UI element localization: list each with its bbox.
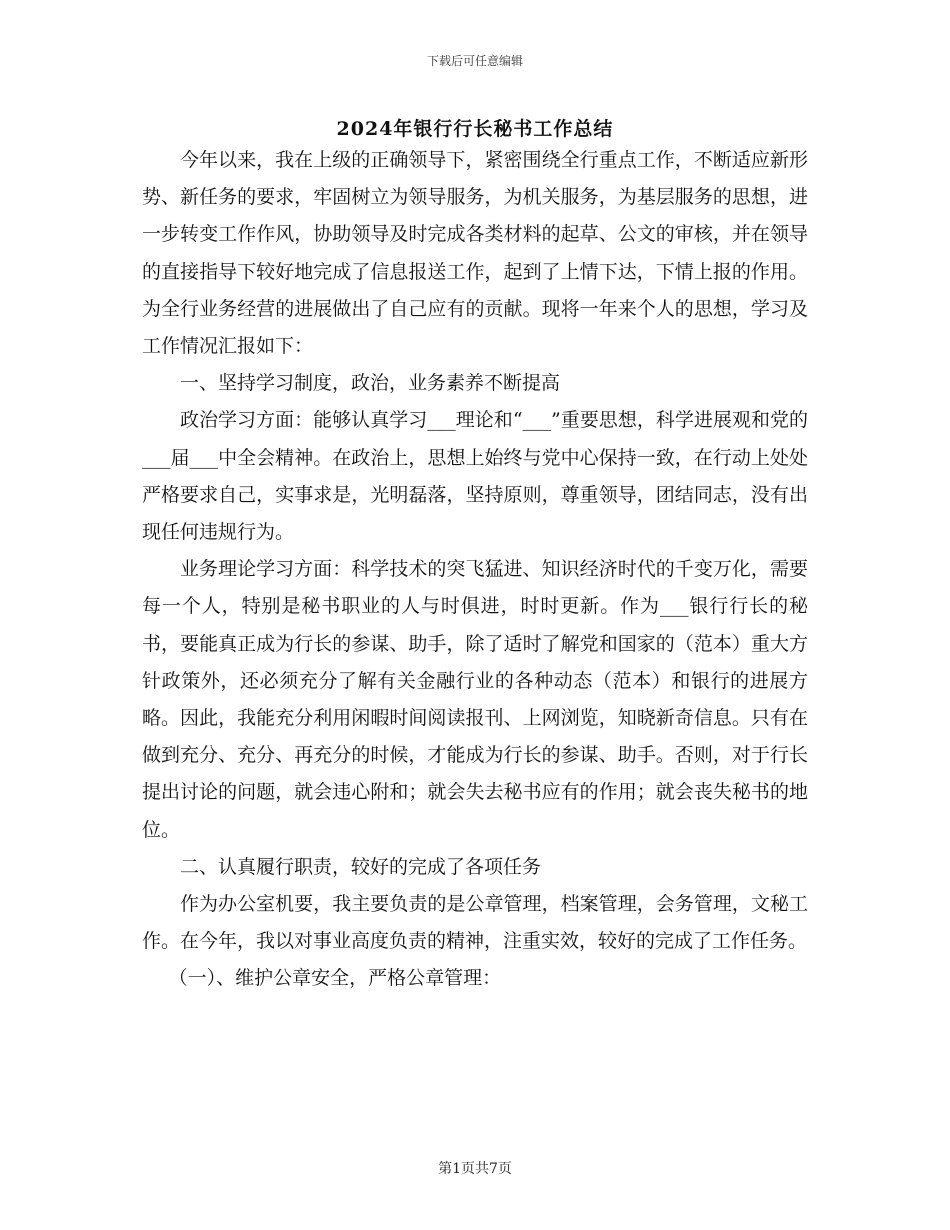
page-header-note: 下载后可任意编辑 bbox=[426, 54, 523, 68]
paragraph-duties: 作为办公室机要，我主要负责的是公章管理，档案管理，会务管理，文秘工作。在今年，我以对事业高度负责的精神，注重实效，较好的完成了工作任务。 bbox=[142, 893, 808, 953]
section-heading-2: 二、认真履行职责，较好的完成了各项任务 bbox=[180, 855, 542, 878]
subsection-heading-1: （一）、维护公章安全，严格公章管理： bbox=[168, 967, 502, 990]
paragraph-business-study: 业务理论学习方面：科学技术的突飞猛进、知识经济时代的千变万化，需要每一个人，特别是秘书职业的人与时俱进，时时更新。作为___银行行长的秘书，要能真正成为行长的参谋、助手，除了适时了解党和国家的（范本）重大方针政策外，还必须充分了解有关金融行业的各种动态（范本）和银行的进展方略。因此，我能充分利用闲暇时间阅读报刊、上网浏览，知晓新奇信息。只有在做到充分、充分、再充分的时候，才能成为行长的参谋、助手。否则，对于行长提出讨论的问题，就会违心附和；就会失去秘书应有的作用；就会丧失秘书的地位。 bbox=[142, 558, 808, 841]
section-heading-1: 一、坚持学习制度，政治，业务素养不断提高 bbox=[180, 372, 561, 395]
page-number: 第1页共7页 bbox=[438, 1161, 512, 1177]
document-body bbox=[142, 142, 808, 998]
document-title: 2024年银行行长秘书工作总结 bbox=[336, 118, 614, 140]
paragraph-political-study: 政治学习方面：能够认真学习___理论和“___”重要思想，科学进展观和党的___届___中全会精神。在政治上，思想上始终与党中心保持一致，在行动上处处严格要求自己，实事求是，光明磊落，坚持原则，尊重领导，团结同志，没有出现任何违规行为。 bbox=[142, 409, 808, 544]
paragraph-intro: 今年以来，我在上级的正确领导下，紧密围绕全行重点工作，不断适应新形势、新任务的要求，牢固树立为领导服务，为机关服务，为基层服务的思想，进一步转变工作作风，协助领导及时完成各类材料的起草、公文的审核，并在领导的直接指导下较好地完成了信息报送工作，起到了上情下达，下情上报的作用。为全行业务经营的进展做出了自己应有的贡献。现将一年来个人的思想，学习及工作情况汇报如下： bbox=[142, 149, 808, 358]
